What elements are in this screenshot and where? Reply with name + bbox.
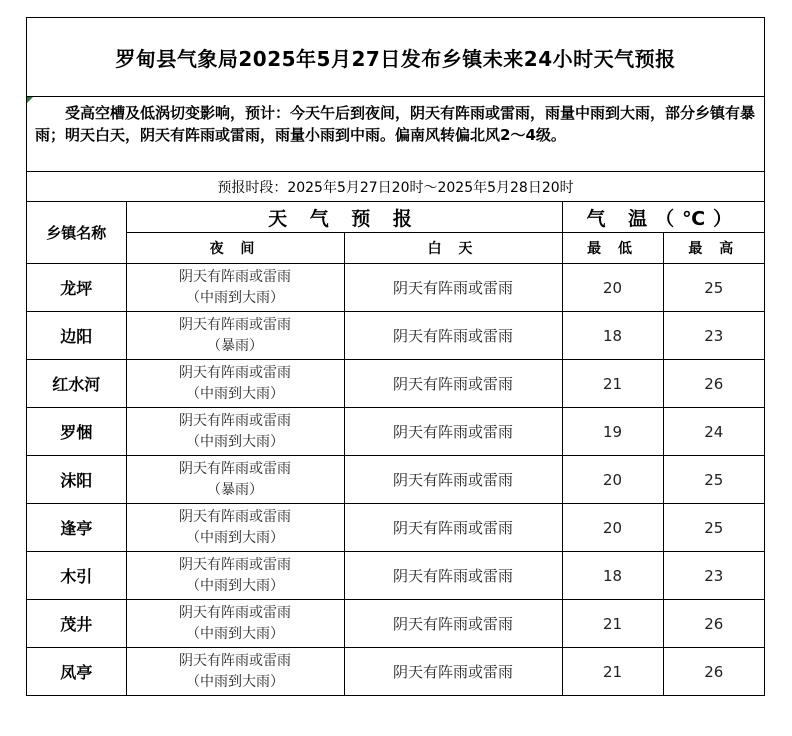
table-row — [27, 600, 764, 648]
night-rain-amount: （中雨到大雨） — [186, 673, 284, 690]
night-weather — [126, 552, 344, 600]
night-rain-amount: （中雨到大雨） — [186, 289, 284, 306]
min-temperature: 21 — [562, 600, 663, 648]
day-weather: 阴天有阵雨或雷雨 — [344, 504, 562, 552]
max-temperature: 25 — [663, 264, 764, 312]
max-temperature: 25 — [663, 456, 764, 504]
day-weather: 阴天有阵雨或雷雨 — [344, 264, 562, 312]
day-weather: 阴天有阵雨或雷雨 — [344, 408, 562, 456]
max-temperature: 26 — [663, 648, 764, 696]
night-weather-condition: 阴天有阵雨或雷雨 — [179, 652, 291, 669]
min-temperature: 18 — [562, 312, 663, 360]
night-weather-condition: 阴天有阵雨或雷雨 — [179, 364, 291, 381]
night-weather — [126, 456, 344, 504]
day-weather: 阴天有阵雨或雷雨 — [344, 456, 562, 504]
night-rain-amount: （中雨到大雨） — [186, 577, 284, 594]
min-temperature: 20 — [562, 264, 663, 312]
min-temperature: 20 — [562, 456, 663, 504]
max-temperature: 26 — [663, 360, 764, 408]
night-weather — [126, 408, 344, 456]
night-rain-amount: （中雨到大雨） — [186, 625, 284, 642]
night-weather-condition: 阴天有阵雨或雷雨 — [179, 556, 291, 573]
min-temperature: 19 — [562, 408, 663, 456]
min-temperature: 20 — [562, 504, 663, 552]
night-rain-amount: （中雨到大雨） — [186, 433, 284, 450]
forecast-period: 预报时段：2025年5月27日20时～2025年5月28日20时 — [27, 172, 764, 202]
night-rain-amount: （中雨到大雨） — [186, 385, 284, 402]
min-temperature: 21 — [562, 360, 663, 408]
table-row — [27, 552, 764, 600]
night-weather — [126, 600, 344, 648]
forecast-sheet — [26, 17, 765, 696]
cell-corner-marker — [27, 97, 33, 103]
town-name: 木引 — [27, 552, 126, 600]
header-max-temp: 最 高 — [663, 233, 764, 264]
day-weather: 阴天有阵雨或雷雨 — [344, 648, 562, 696]
table-row — [27, 456, 764, 504]
town-name: 红水河 — [27, 360, 126, 408]
day-weather: 阴天有阵雨或雷雨 — [344, 552, 562, 600]
min-temperature: 21 — [562, 648, 663, 696]
day-weather: 阴天有阵雨或雷雨 — [344, 312, 562, 360]
day-weather: 阴天有阵雨或雷雨 — [344, 600, 562, 648]
town-name: 逢亭 — [27, 504, 126, 552]
night-rain-amount: （暴雨） — [207, 337, 263, 354]
night-weather-condition: 阴天有阵雨或雷雨 — [179, 604, 291, 621]
town-name: 凤亭 — [27, 648, 126, 696]
town-name: 茂井 — [27, 600, 126, 648]
max-temperature: 24 — [663, 408, 764, 456]
night-weather-condition: 阴天有阵雨或雷雨 — [179, 460, 291, 477]
max-temperature: 26 — [663, 600, 764, 648]
night-rain-amount: （中雨到大雨） — [186, 529, 284, 546]
max-temperature: 25 — [663, 504, 764, 552]
max-temperature: 23 — [663, 552, 764, 600]
table-row — [27, 648, 764, 696]
night-weather — [126, 312, 344, 360]
header-weather-forecast: 天 气 预 报 — [126, 202, 562, 233]
town-name: 沫阳 — [27, 456, 126, 504]
header-min-temp: 最 低 — [562, 233, 663, 264]
table-row — [27, 408, 764, 456]
town-name: 龙坪 — [27, 264, 126, 312]
forecast-summary — [27, 97, 764, 172]
night-weather — [126, 264, 344, 312]
header-temperature: 气 温（℃） — [562, 202, 764, 233]
day-weather: 阴天有阵雨或雷雨 — [344, 360, 562, 408]
town-name: 边阳 — [27, 312, 126, 360]
table-row — [27, 264, 764, 312]
night-rain-amount: （暴雨） — [207, 481, 263, 498]
header-night: 夜 间 — [126, 233, 344, 264]
document-title: 罗甸县气象局2025年5月27日发布乡镇未来24小时天气预报 — [27, 18, 764, 97]
night-weather-condition: 阴天有阵雨或雷雨 — [179, 508, 291, 525]
town-name: 罗悃 — [27, 408, 126, 456]
max-temperature: 23 — [663, 312, 764, 360]
night-weather — [126, 648, 344, 696]
night-weather-condition: 阴天有阵雨或雷雨 — [179, 412, 291, 429]
header-day: 白 天 — [344, 233, 562, 264]
summary-text: 受高空槽及低涡切变影响，预计：今天午后到夜间，阴天有阵雨或雷雨，雨量中雨到大雨，部分乡镇有暴雨；明天白天，阴天有阵雨或雷雨，雨量小雨到中雨。偏南风转偏北风2～4级。 — [35, 104, 756, 144]
header-town-name: 乡镇名称 — [27, 202, 126, 264]
night-weather-condition: 阴天有阵雨或雷雨 — [179, 316, 291, 333]
table-row — [27, 504, 764, 552]
min-temperature: 18 — [562, 552, 663, 600]
table-row — [27, 312, 764, 360]
table-row — [27, 360, 764, 408]
night-weather — [126, 504, 344, 552]
night-weather — [126, 360, 344, 408]
forecast-table — [27, 202, 764, 695]
night-weather-condition: 阴天有阵雨或雷雨 — [179, 268, 291, 285]
